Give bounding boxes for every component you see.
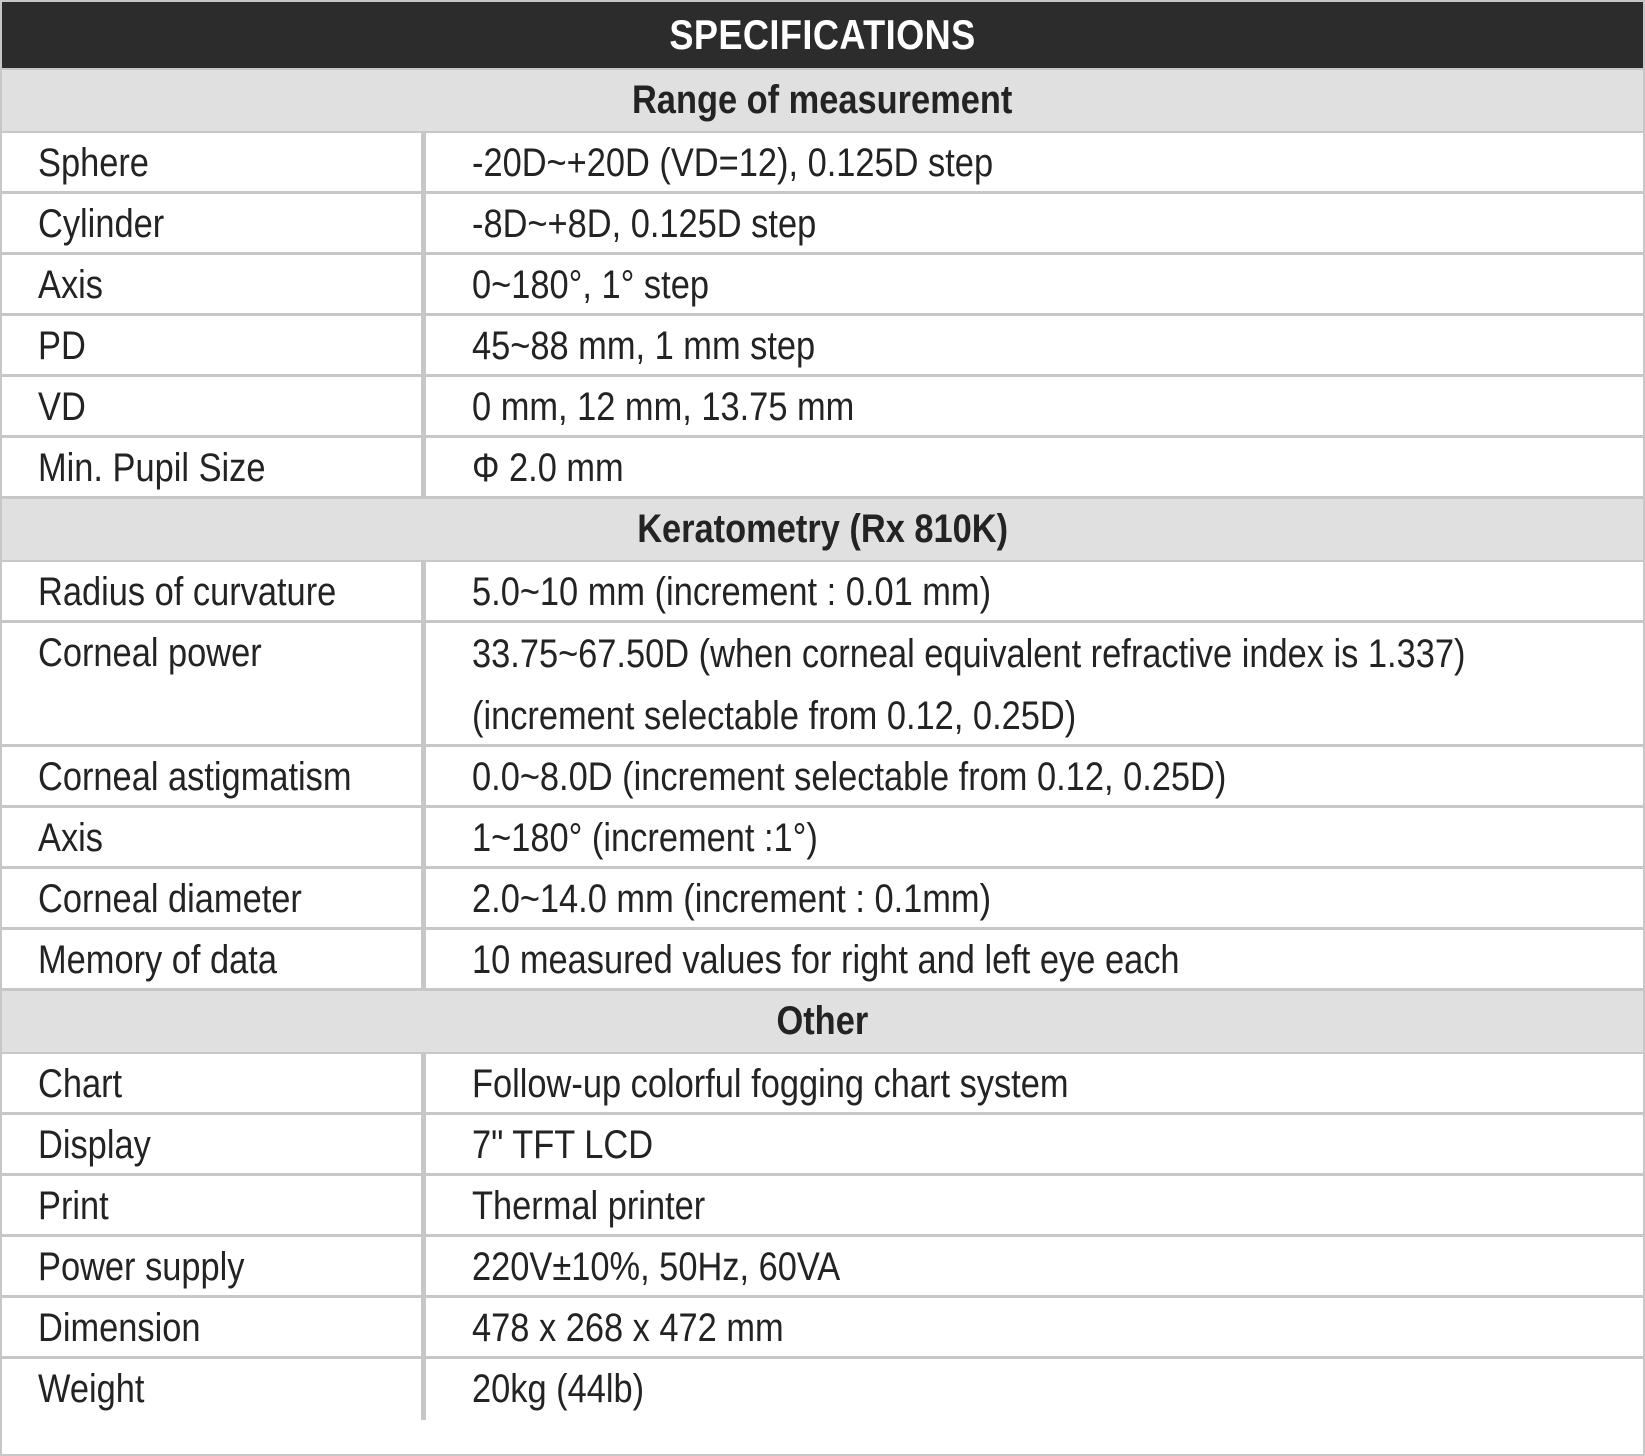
table-row (2, 1176, 1643, 1237)
table-row (2, 747, 1643, 808)
table-row (2, 623, 1643, 747)
row-label: PD (2, 316, 426, 374)
row-label: Memory of data (2, 930, 426, 988)
section-heading-range (2, 70, 1643, 133)
row-label: Chart (2, 1054, 426, 1112)
table-row (2, 930, 1643, 991)
row-value: Follow-up colorful fogging chart system (472, 1062, 1069, 1106)
row-label: Power supply (2, 1237, 426, 1295)
row-label: Print (2, 1176, 426, 1234)
section-heading-keratometry (2, 499, 1643, 562)
table-row (2, 377, 1643, 438)
table-row (2, 1298, 1643, 1359)
table-row (2, 808, 1643, 869)
row-label: Display (2, 1115, 426, 1173)
table-row (2, 194, 1643, 255)
table-row (2, 1237, 1643, 1298)
table-title: SPECIFICATIONS (117, 2, 1528, 68)
row-value: Thermal printer (472, 1184, 706, 1228)
row-value: 220V±10%, 50Hz, 60VA (472, 1245, 841, 1289)
row-value: 0~180°, 1° step (472, 263, 709, 307)
table-row (2, 562, 1643, 623)
row-value: -8D~+8D, 0.125D step (472, 202, 817, 246)
row-label: VD (2, 377, 426, 435)
row-value: 0.0~8.0D (increment selectable from 0.12, 0.25D) (472, 755, 1227, 799)
section-heading-other (2, 991, 1643, 1054)
row-label: Corneal power (2, 623, 426, 744)
section-heading-text: Keratometry (Rx 810K) (637, 507, 1008, 551)
row-label: Axis (2, 808, 426, 866)
row-value: 1~180° (increment :1°) (472, 816, 818, 860)
table-row (2, 1115, 1643, 1176)
table-row (2, 133, 1643, 194)
row-value: -20D~+20D (VD=12), 0.125D step (472, 141, 994, 185)
table-row (2, 438, 1643, 499)
row-label: Radius of curvature (2, 562, 426, 620)
row-value: 45~88 mm, 1 mm step (472, 324, 816, 368)
section-heading-text: Other (776, 999, 869, 1043)
table-row (2, 316, 1643, 377)
table-row (2, 1054, 1643, 1115)
section-heading-text: Range of measurement (632, 78, 1013, 122)
row-value: 0 mm, 12 mm, 13.75 mm (472, 385, 855, 429)
table-row (2, 255, 1643, 316)
table-title-bar (2, 2, 1643, 70)
table-row (2, 1359, 1643, 1420)
row-label: Corneal astigmatism (2, 747, 426, 805)
row-value-line-1: 33.75~67.50D (when corneal equivalent refractive index is 1.337) (472, 632, 1466, 676)
row-value: 10 measured values for right and left eye each (472, 938, 1180, 982)
row-label: Min. Pupil Size (2, 438, 426, 496)
table-row (2, 869, 1643, 930)
row-label: Cylinder (2, 194, 426, 252)
row-value (426, 623, 1643, 744)
row-value: Φ 2.0 mm (472, 446, 624, 490)
row-value-line-2: (increment selectable from 0.12, 0.25D) (472, 694, 1077, 738)
row-value: 20kg (44lb) (472, 1367, 645, 1411)
row-value: 2.0~14.0 mm (increment : 0.1mm) (472, 877, 992, 921)
row-value: 7" TFT LCD (472, 1123, 654, 1167)
row-value: 478 x 268 x 472 mm (472, 1306, 784, 1350)
row-label: Corneal diameter (2, 869, 426, 927)
row-label: Sphere (2, 133, 426, 191)
row-label: Dimension (2, 1298, 426, 1356)
row-value: 5.0~10 mm (increment : 0.01 mm) (472, 570, 992, 614)
row-label: Weight (2, 1359, 426, 1420)
row-label: Axis (2, 255, 426, 313)
